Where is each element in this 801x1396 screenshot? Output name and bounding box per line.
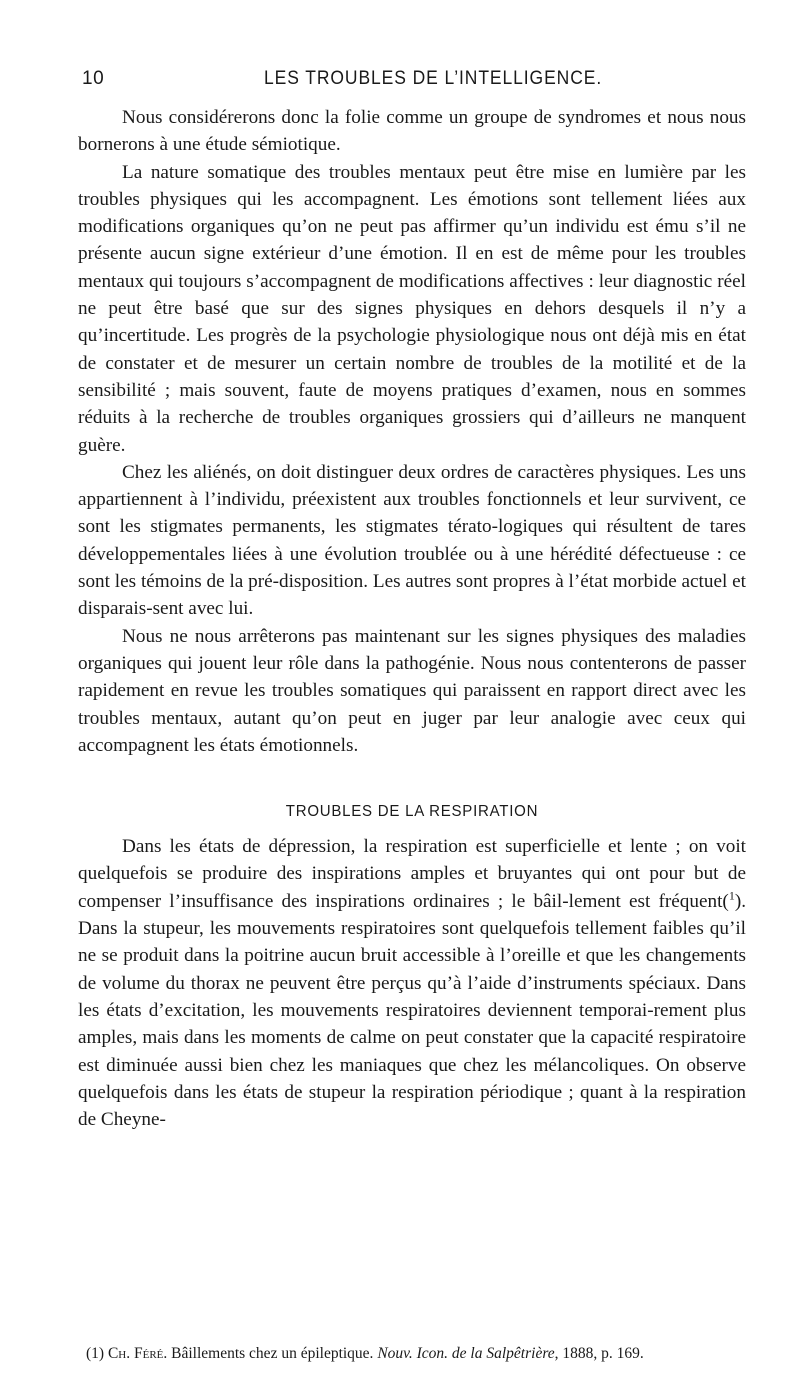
paragraph-1: Nous considérerons donc la folie comme un groupe de syndromes et nous nous bornerons à une étude sémiotique. bbox=[78, 107, 746, 156]
paragraph-respiration bbox=[78, 833, 746, 1133]
footnote-author: Ch. Féré. bbox=[107, 1345, 168, 1362]
paragraph-4: Nous ne nous arrêterons pas maintenant sur les signes physiques des maladies organiques qui jouent leur rôle dans la pathogénie. Nous nous contenterons de passer rapidement en revue les troubles somatiques qui paraissent en rapport direct avec les troubles mentaux, autant qu’on peut en juger par leur analogie avec ceux qui accompagnent les états émotionnels. bbox=[78, 625, 746, 756]
footnote-journal: Nouv. Icon. de la Salpêtrière bbox=[377, 1345, 555, 1362]
footnote-text: Bâillements chez un épileptique. bbox=[171, 1345, 374, 1362]
footnote-marker[interactable]: 1 bbox=[728, 888, 735, 903]
body-text bbox=[78, 104, 746, 1133]
paragraph-respiration-part-1: Dans les états de dépression, la respiration est superficielle et lente ; on voit quelquefois se produire des inspirations amples et bruyantes qui ont pour but de compenser l’insuffisance des inspirations ordinaires ; le bâil-lement est fréquent( bbox=[78, 836, 746, 912]
paragraph-respiration-part-2: ). Dans la stupeur, les mouvements respiratoires sont quelquefois tellement faibles qu’il ne se produit dans la poitrine aucun bruit accessible à l’oreille et que les changements de volume du thorax ne peuvent être perçus qu’à l’aide d’instruments spéciaux. Dans les états d’excitation, les mouvements respiratoires deviennent temporai-rement plus amples, mais dans les moments de calme on peut constater que la capacité respiratoire est diminuée aussi bien chez les maniaques que chez les mélancoliques. On observe quelquefois dans les états de stupeur la respiration périodique ; quant à la respiration de Cheyne- bbox=[78, 890, 746, 1131]
page-number: 10 bbox=[82, 68, 105, 89]
footnote-ref: , 1888, p. 169. bbox=[554, 1345, 644, 1362]
paragraph-3: Chez les aliénés, on doit distinguer deux ordres de caractères physiques. Les uns appartiennent à l’individu, préexistent aux troubles fonctionnels et leur survivent, ce sont les stigmates permanents, les stigmates térato-logiques qui résultent de tares développementales liées à une évolution troublée ou à une hérédité défectueuse : ce sont les témoins de la pré-disposition. Les autres sont propres à l’état morbide actuel et disparais-sent avec lui. bbox=[78, 461, 746, 620]
running-head bbox=[82, 68, 742, 102]
footnote-number: (1) bbox=[86, 1345, 105, 1362]
running-title: LES TROUBLES DE L’INTELLIGENCE. bbox=[264, 68, 603, 89]
section-heading: TROUBLES DE LA RESPIRATION bbox=[285, 803, 539, 821]
footnote bbox=[86, 1344, 748, 1364]
paragraph-2: La nature somatique des troubles mentaux peut être mise en lumière par les troubles physiques qui les accompagnent. Les émotions sont tellement liées aux modifications organiques qu’on ne peut pas affirmer qu’un individu est ému s’il ne présente aucun signe extérieur d’une émotion. Il en est de même pour les troubles mentaux qui toujours s’accompagnent de modifications affectives : leur diagnostic réel ne peut être basé que sur des signes physiques en dehors desquels il n’y a qu’incertitude. Les progrès de la psychologie physiologique nous ont déjà mis en état de constater et de mesurer un certain nombre de troubles de la motilité et de la sensibilité ; mais souvent, faute de moyens pratiques d’examen, nous en sommes réduits à la recherche de troubles organiques grossiers qui d’ailleurs ne manquent guère. bbox=[78, 161, 746, 456]
